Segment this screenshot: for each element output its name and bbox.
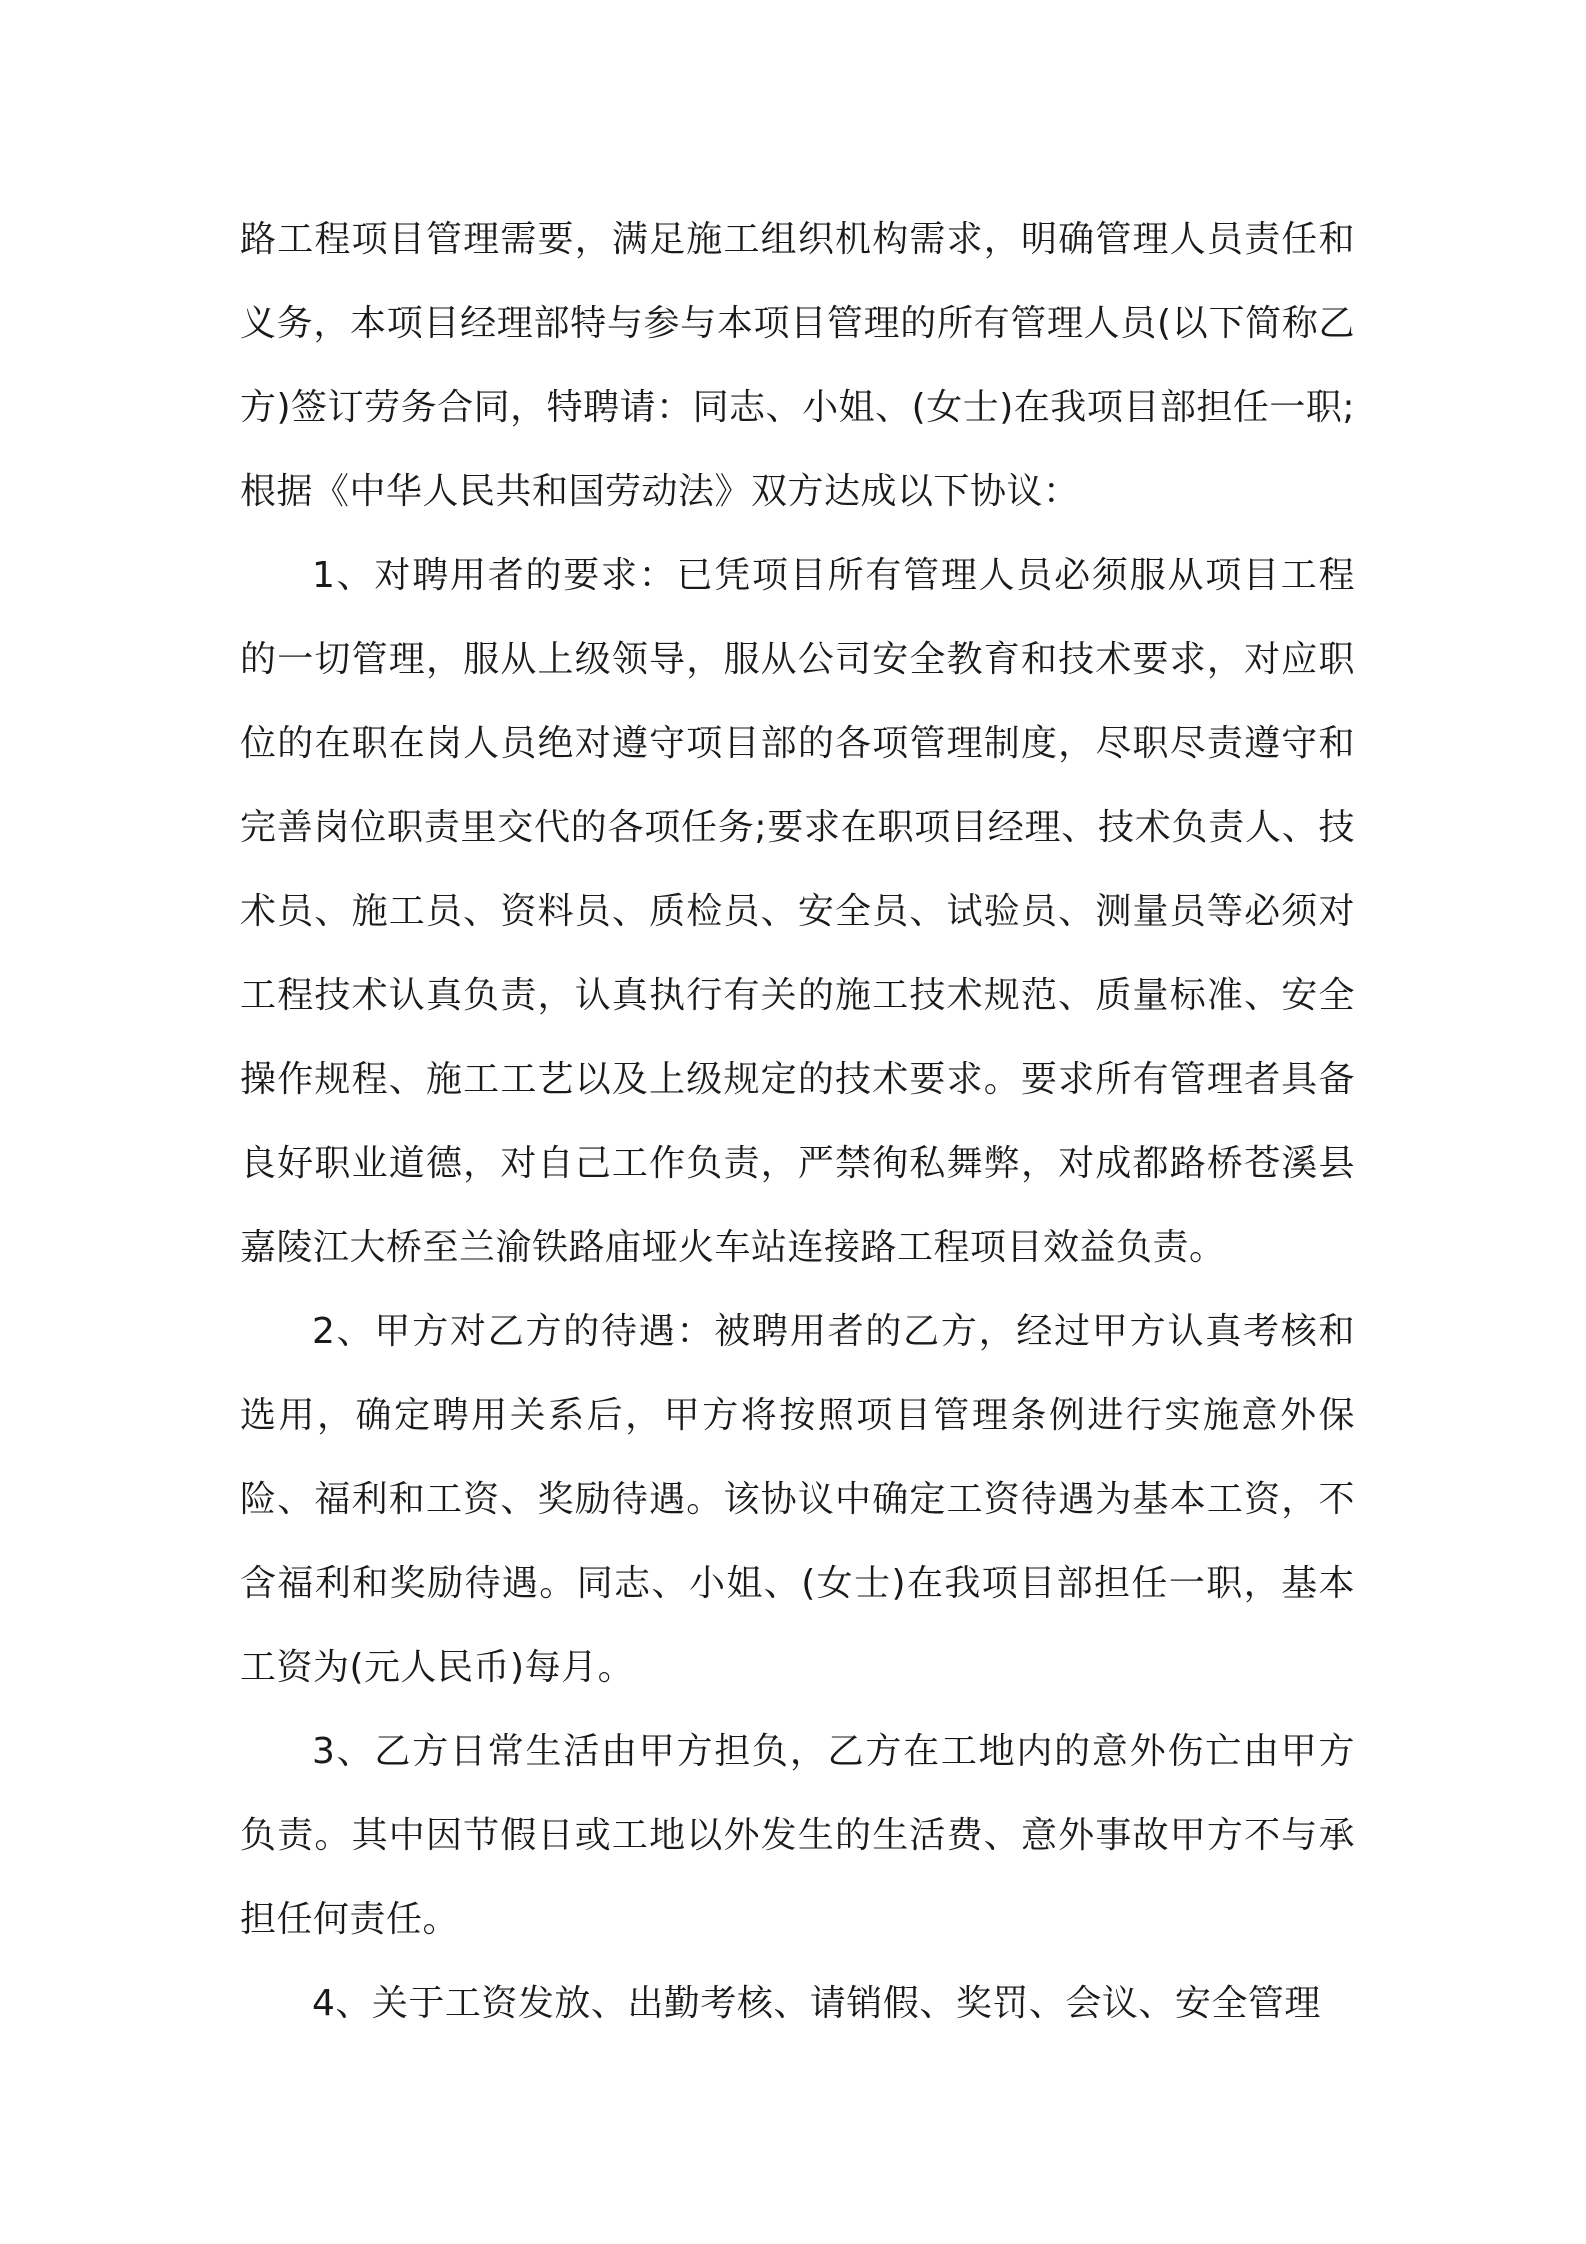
- document-body: [240, 198, 1355, 2046]
- clause-2-paragraph: 2、甲方对乙方的待遇：被聘用者的乙方，经过甲方认真考核和选用，确定聘用关系后，甲方将按照项目管理条例进行实施意外保险、福利和工资、奖励待遇。该协议中确定工资待遇为基本工资，不含福利和奖励待遇。同志、小姐、(女士)在我项目部担任一职，基本工资为(元人民币)每月。: [240, 1311, 1355, 1688]
- clause-4-paragraph: 4、关于工资发放、出勤考核、请销假、奖罚、会议、安全管理: [312, 1983, 1321, 2024]
- clause-1-paragraph: 1、对聘用者的要求：已凭项目所有管理人员必须服从项目工程的一切管理，服从上级领导，服从公司安全教育和技术要求，对应职位的在职在岗人员绝对遵守项目部的各项管理制度，尽职尽责遵守和完善岗位职责里交代的各项任务;要求在职项目经理、技术负责人、技术员、施工员、资料员、质检员、安全员、试验员、测量员等必须对工程技术认真负责，认真执行有关的施工技术规范、质量标准、安全操作规程、施工工艺以及上级规定的技术要求。要求所有管理者具备良好职业道德，对自己工作负责，严禁徇私舞弊，对成都路桥苍溪县嘉陵江大桥至兰渝铁路庙垭火车站连接路工程项目效益负责。: [240, 555, 1355, 1268]
- clause-3-paragraph: 3、乙方日常生活由甲方担负，乙方在工地内的意外伤亡由甲方负责。其中因节假日或工地以外发生的生活费、意外事故甲方不与承担任何责任。: [240, 1731, 1355, 1940]
- intro-paragraph: 路工程项目管理需要，满足施工组织机构需求，明确管理人员责任和义务，本项目经理部特与参与本项目管理的所有管理人员(以下简称乙方)签订劳务合同，特聘请：同志、小姐、(女士)在我项目部担任一职;根据《中华人民共和国劳动法》双方达成以下协议：: [240, 219, 1355, 512]
